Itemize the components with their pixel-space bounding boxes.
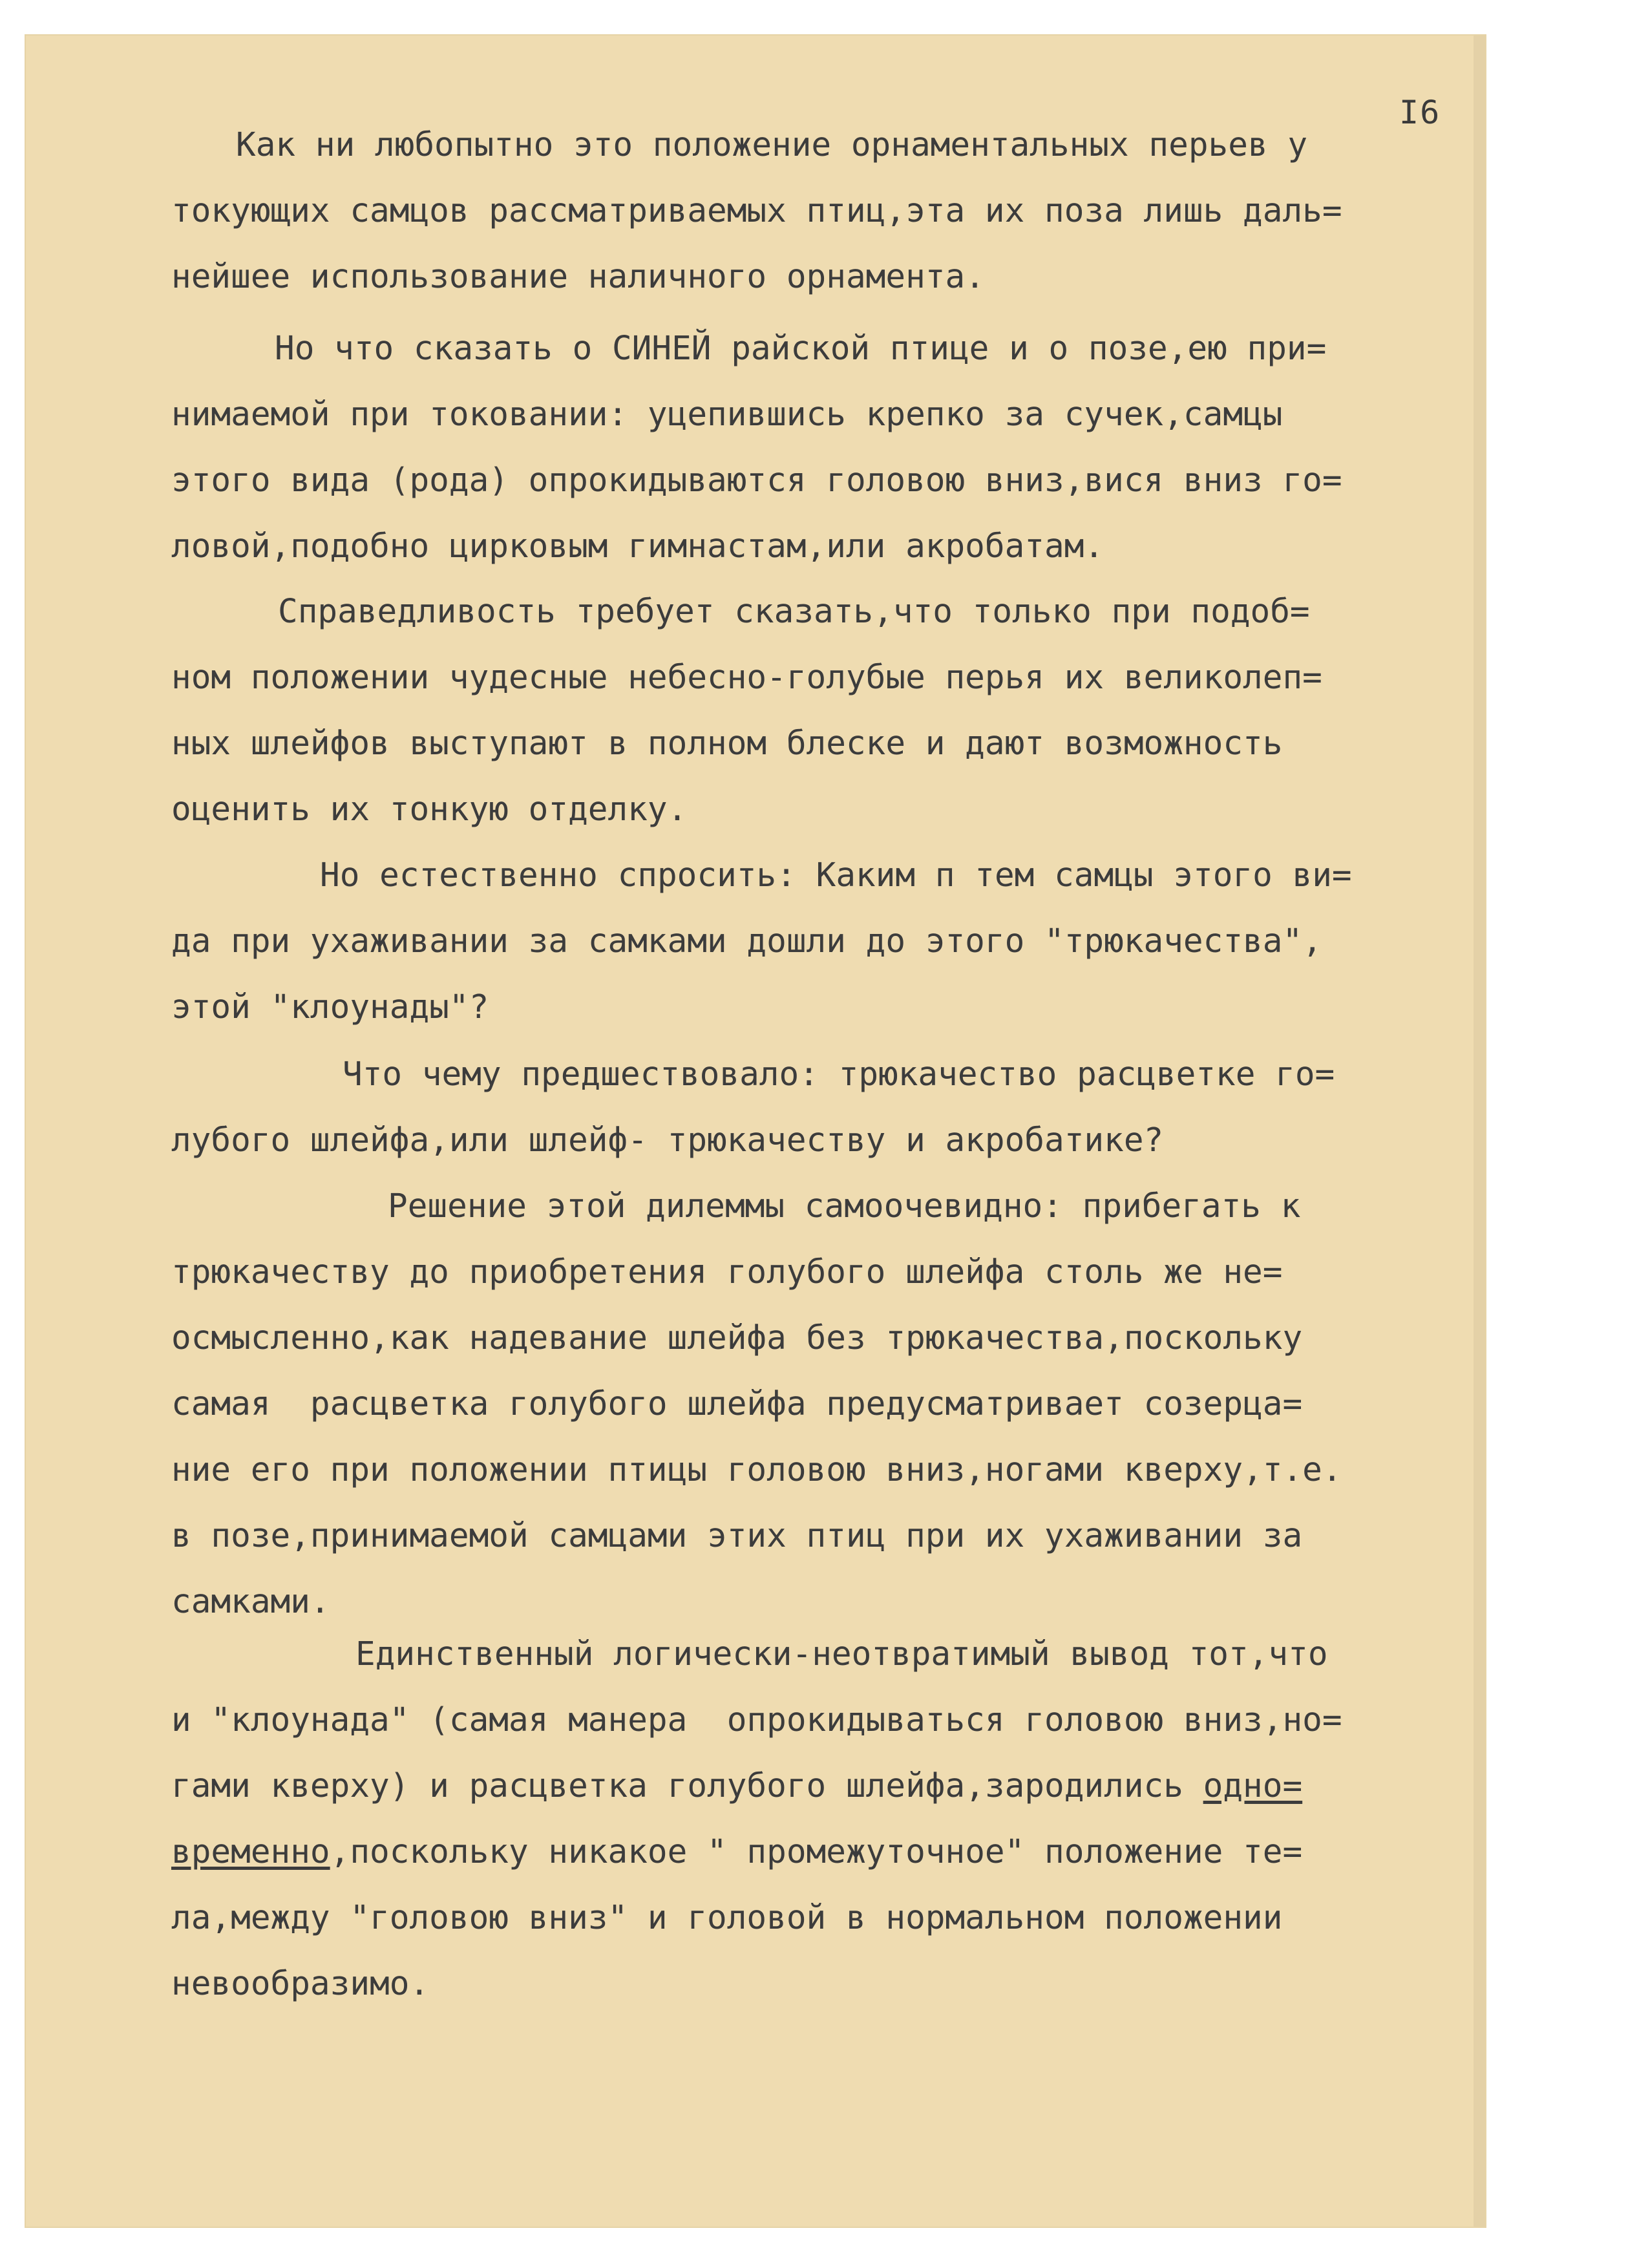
text-line: ных шлейфов выступают в полном блеске и дают возможность [171,725,1283,763]
underlined-word: одно= [1203,1767,1303,1805]
text-line-with-underline [171,1833,1302,1871]
typewritten-page [26,36,1485,2227]
text-line: невообразимо. [171,1965,430,2003]
text-line: Но что сказать о СИНЕЙ райской птице и о позе,ею при= [275,330,1327,368]
text-line: самая расцветка голубого шлейфа предусматривает созерца= [171,1385,1303,1423]
underlined-word: временно [171,1833,330,1871]
text-line: нимаемой при токовании: уцепившись крепко за сучек,самцы [171,396,1283,434]
text-line: Что чему предшествовало: трюкачество расцветке го= [343,1055,1335,1094]
text-line: Решение этой дилеммы самоочевидно: прибегать к [388,1187,1301,1225]
text-line: ном положении чудесные небесно-голубые перья их великолеп= [171,659,1322,697]
text-line: ла,между "головою вниз" и головой в нормальном положении [171,1899,1283,1937]
text-line: токующих самцов рассматриваемых птиц,эта их поза лишь даль= [171,192,1342,230]
text-line: этой "клоунады"? [171,988,489,1026]
text-line: лубого шлейфа,или шлейф- трюкачеству и акробатике? [171,1121,1164,1160]
text-line: в позе,принимаемой самцами этих птиц при их ухаживании за [171,1517,1303,1555]
text-line: да при ухаживании за самками дошли до этого "трюкачества", [171,922,1322,960]
text-line: и "клоунада" (самая манера опрокидываться головою вниз,но= [171,1701,1342,1739]
text-segment: ,поскольку никакое " промежуточное" положение те= [330,1833,1303,1871]
text-line: самками. [171,1583,330,1621]
text-line: осмысленно,как надевание шлейфа без трюкачества,поскольку [171,1319,1303,1357]
text-line: Справедливость требует сказать,что только при подоб= [278,593,1310,631]
text-line: ловой,подобно цирковым гимнастам,или акробатам. [171,527,1104,566]
text-segment: гами кверху) и расцветка голубого шлейфа,зародились [171,1767,1203,1805]
text-line-with-underline [171,1767,1302,1805]
text-line: оценить их тонкую отделку. [171,790,688,829]
text-line: нейшее использование наличного орнамента. [171,258,985,296]
text-line: Единственный логически-неотвратимый вывод тот,что [355,1635,1328,1673]
text-line: Но естественно спросить: Каким п тем самцы этого ви= [320,856,1352,895]
text-line: этого вида (рода) опрокидываются головою вниз,вися вниз го= [171,461,1342,500]
text-line: Как ни любопытно это положение орнаментальных перьев у [236,126,1308,164]
text-line: трюкачеству до приобретения голубого шлейфа столь же не= [171,1253,1283,1291]
text-line: ние его при положении птицы головою вниз,ногами кверху,т.е. [171,1451,1342,1489]
page-number: I6 [1399,94,1441,131]
